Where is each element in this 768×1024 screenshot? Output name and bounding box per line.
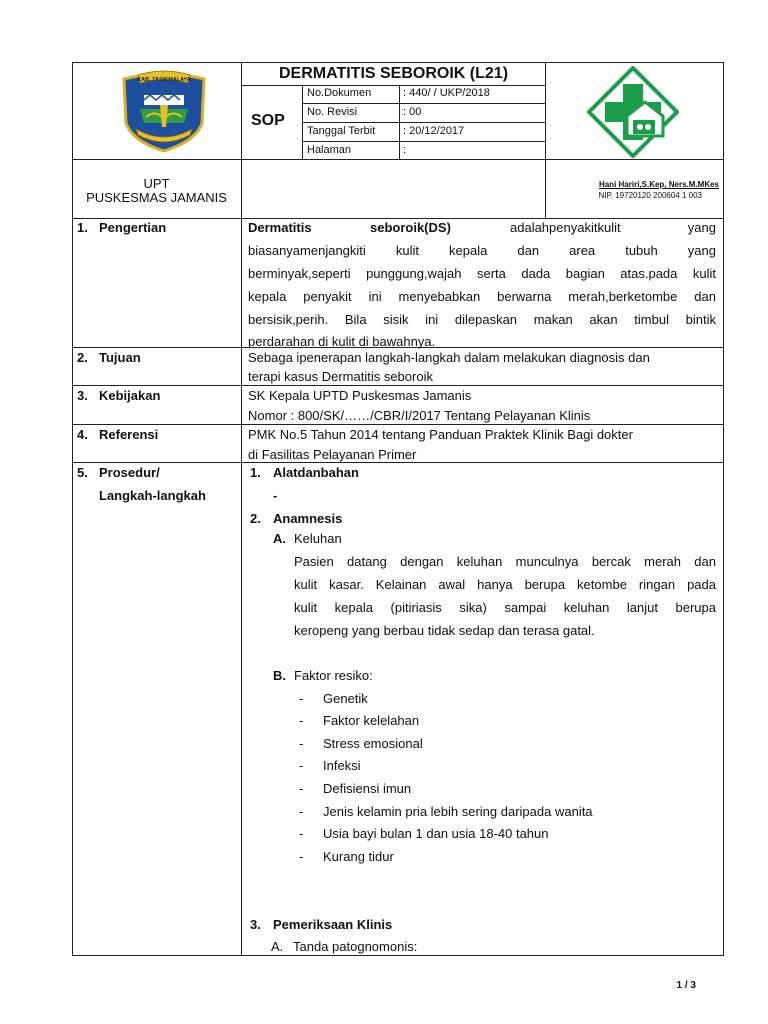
meta-label-halaman: Halaman: [307, 144, 352, 156]
sub-title-keluhan: Keluhan: [294, 531, 342, 546]
step-title-pemeriksaan: Pemeriksaan Klinis: [273, 917, 393, 932]
meta-value-tanggal: : 20/12/2017: [403, 125, 465, 137]
district-logo: [116, 65, 212, 155]
term-dermatitis: Dermatitis: [248, 220, 312, 235]
section-label-langkah: Langkah-langkah: [99, 488, 206, 503]
list-bullet: -: [299, 691, 304, 706]
referensi-line2: di Fasilitas Pelayanan Primer: [248, 447, 417, 462]
paragraph-line: biasanyamenjangkiti kulit kepala dan area tubuh yang: [248, 243, 716, 258]
sub-title-tanda: Tanda patognomonis:: [293, 939, 418, 954]
meta-value-halaman: :: [403, 144, 407, 156]
list-item: Usia bayi bulan 1 dan usia 18-40 tahun: [323, 826, 549, 841]
section-number: 2.: [77, 350, 88, 365]
list-item: Stress emosional: [323, 736, 423, 751]
document-title: DERMATITIS SEBOROIK (L21): [278, 65, 509, 82]
step-dash: -: [273, 488, 278, 503]
list-bullet: -: [299, 826, 304, 841]
section-label-pengertian: Pengertian: [99, 220, 167, 235]
meta-value-revisi: : 00: [403, 106, 422, 118]
section-number: 5.: [77, 465, 88, 480]
paragraph-line: keropeng yang berbau tidak sedap dan terasa gatal.: [294, 623, 595, 638]
meta-label-doc: No.Dokumen: [307, 87, 372, 99]
list-bullet: -: [299, 781, 304, 796]
step-number: 1.: [250, 465, 261, 480]
list-item: Jenis kelamin pria lebih sering daripada wanita: [323, 804, 593, 819]
paragraph-line: kulit kepala (pitiriasis sika) sampai keluhan lanjut berupa: [294, 600, 716, 615]
step-title-anamnesis: Anamnesis: [273, 511, 343, 526]
kebijakan-line1: SK Kepala UPTD Puskesmas Jamanis: [248, 388, 472, 403]
paragraph-line: [248, 220, 716, 238]
tujuan-line2: terapi kasus Dermatitis seboroik: [248, 369, 433, 384]
paragraph-line: kulit kasar. Kelainan awal hanya berupa ketombe ringan pada: [294, 577, 716, 592]
paragraph-line: bersisik,perih. Bila sisik ini dilepaskan makan akan timbul bintik: [248, 312, 716, 327]
section-number: 1.: [77, 220, 88, 235]
list-bullet: -: [299, 736, 304, 751]
sop-label: SOP: [251, 112, 285, 129]
step-number: 3.: [250, 917, 261, 932]
kebijakan-line2: Nomor : 800/SK/……/CBR/I/2017 Tentang Pelayanan Klinis: [248, 408, 591, 423]
org-line2: PUSKESMAS JAMANIS: [86, 190, 227, 205]
list-bullet: -: [299, 804, 304, 819]
list-bullet: -: [299, 849, 304, 864]
list-item: Genetik: [323, 691, 368, 706]
section-number: 4.: [77, 427, 88, 442]
sub-letter: A.: [271, 939, 284, 954]
logo-ribbon-text: KAB. TASIKMALAYA: [137, 77, 191, 83]
referensi-line1: PMK No.5 Tahun 2014 tentang Panduan Praktek Klinik Bagi dokter: [248, 427, 633, 442]
list-item: Faktor kelelahan: [323, 713, 420, 728]
step-number: 2.: [250, 511, 261, 526]
list-bullet: -: [299, 713, 304, 728]
org-line1: UPT: [143, 176, 170, 191]
list-bullet: -: [299, 758, 304, 773]
meta-label-tanggal: Tanggal Terbit: [307, 125, 376, 137]
tujuan-line1: Sebaga ipenerapan langkah-langkah dalam melakukan diagnosis dan: [248, 350, 650, 365]
section-label-referensi: Referensi: [99, 427, 159, 442]
section-label-prosedur: Prosedur/: [99, 465, 160, 480]
list-item: Kurang tidur: [323, 849, 394, 864]
list-item: Defisiensi imun: [323, 781, 412, 796]
section-number: 3.: [77, 388, 88, 403]
step-title-alat: Alatdanbahan: [273, 465, 359, 480]
meta-label-revisi: No. Revisi: [307, 106, 358, 118]
paragraph-line: Pasien datang dengan keluhan munculnya bercak merah dan: [294, 554, 716, 569]
term-seboroik: seboroik(DS): [370, 220, 451, 235]
sub-letter: A.: [273, 531, 286, 546]
section-label-tujuan: Tujuan: [99, 350, 141, 365]
signer-nip: NIP. 19720120 200604 1 003: [598, 191, 702, 200]
sub-title-faktor: Faktor resiko:: [294, 668, 373, 683]
list-item: Infeksi: [323, 758, 361, 773]
term-yang: yang: [687, 220, 716, 235]
sub-letter: B.: [273, 668, 286, 683]
page-number: 1 / 3: [676, 980, 696, 991]
paragraph-line: berminyak,seperti punggung,wajah serta dada bagian atas.pada kulit: [248, 266, 716, 281]
paragraph-line: kepala penyakit ini menyebabkan berwarna merah,berketombe dan: [248, 289, 716, 304]
puskesmas-logo: [587, 66, 679, 158]
section-label-kebijakan: Kebijakan: [99, 388, 161, 403]
term-adalah: adalahpenyakitkulit: [510, 220, 621, 235]
paragraph-line: perdarahan di kulit di bawahnya.: [248, 334, 436, 349]
signer-name: Hani Hariri,S.Kep, Ners.M.MKes: [598, 180, 719, 189]
meta-value-doc: : 440/ / UKP/2018: [403, 87, 490, 99]
